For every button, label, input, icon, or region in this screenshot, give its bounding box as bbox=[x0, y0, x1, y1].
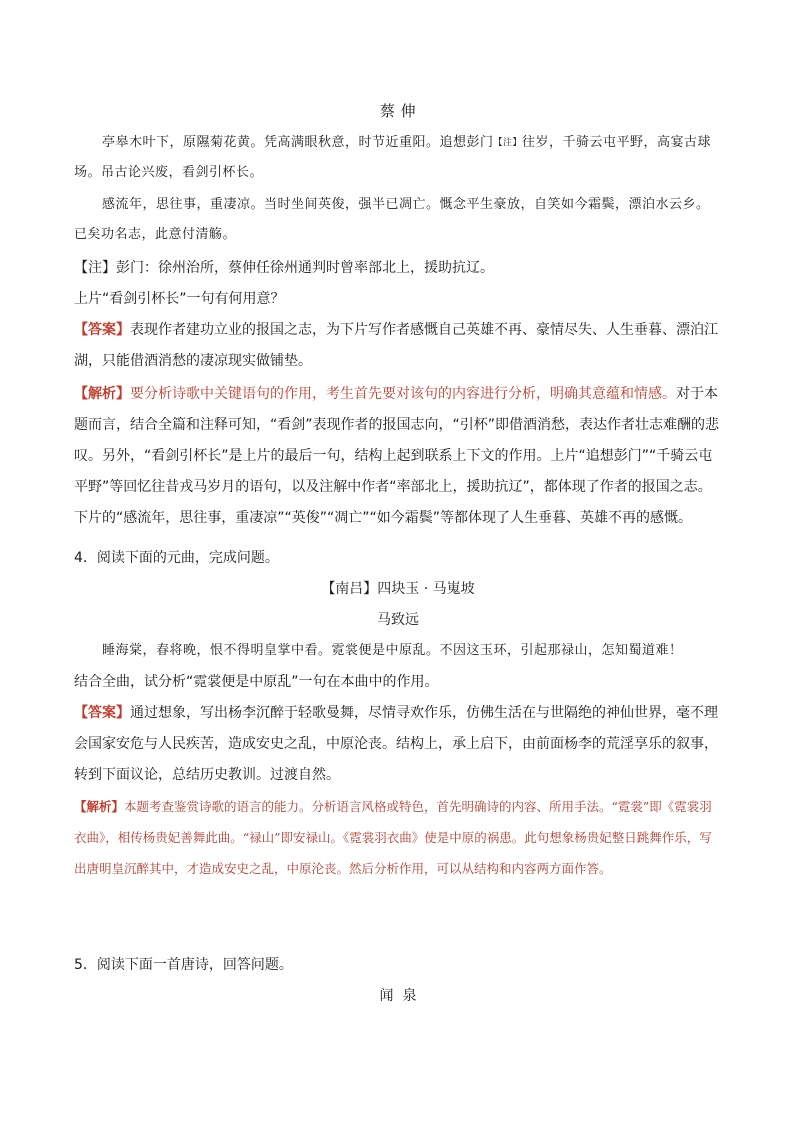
analysis-red-text: 要分析诗歌中关键语句的作用，考生首先要对该句的内容进行分析，明确其意蕴和情感。 bbox=[130, 386, 676, 402]
analysis-3 bbox=[74, 379, 722, 534]
q5-title: 闻 泉 bbox=[379, 988, 417, 1004]
q4-author: 马致远 bbox=[377, 612, 419, 628]
answer-tag: 【答案】 bbox=[74, 705, 130, 721]
poem1-author: 蔡 伸 bbox=[379, 102, 417, 120]
poem1-note bbox=[74, 253, 722, 284]
q4-intro: 4．阅读下面的元曲，完成问题。 bbox=[74, 550, 279, 566]
analysis-tag: 【解析】 bbox=[74, 799, 125, 814]
q5-intro: 5．阅读下面一首唐诗，回答问题。 bbox=[74, 957, 293, 973]
answer-3 bbox=[74, 315, 722, 377]
note-tag: 【注】 bbox=[74, 260, 116, 276]
analysis-text: 本题考查鉴赏诗歌的语言的能力。分析语言风格或特色，首先明确诗的内容、所用手法。“霓裳”即《霓裳羽衣曲》，相传杨贵妃善舞此曲。“禄山”即安禄山。《霓裳羽衣曲》使是中原的祸患。此句想象杨贵妃整日跳舞作乐，写出唐明皇沉醉其中，才造成安史之乱，中原沦丧。然后分析作用，可以从结构和内容两方面作答。 bbox=[74, 799, 712, 876]
q4-title: 【南吕】四块玉 · 马嵬坡 bbox=[321, 581, 475, 597]
q4-poem: 睡海棠，春将晚，恨不得明皇掌中看。霓裳便是中原乱。不因这玉环，引起那禄山，怎知蜀道难！ bbox=[102, 643, 683, 658]
analysis-text: 对于本题而言，结合全篇和注释可知，“看剑”表现作者的报国志向，“引杯”即借酒消愁，表达作者壮志难酬的悲叹。另外，“看剑引杯长”是上片的最后一句，结构上起到联系上下文的作用。上片“追想彭门”“千骑云屯平野”等回忆往昔戎马岁月的语句，以及注解中作者“率部北上，援助抗辽”，都体现了作者的报国之志。下片的“感流年，思往事，重凄凉”“英俊”“凋亡”“如今霜鬓”等都体现了人生垂暮、英雄不再的感慨。 bbox=[74, 386, 720, 526]
answer-text: 通过想象，写出杨李沉醉于轻歌曼舞，尽情寻欢作乐，仿佛生活在与世隔绝的神仙世界，毫不理会国家安危与人民疾苦，造成安史之乱，中原沦丧。结构上，承上启下，由前面杨李的荒淫享乐的叙事，转到下面议论，总结历史教训。过渡自然。 bbox=[74, 705, 718, 783]
poem1-line1: 亭皋木叶下，原隰菊花黄。凭高满眼秋意，时节近重阳。追想彭门 bbox=[102, 135, 494, 150]
q4-answer bbox=[74, 698, 722, 791]
poem1-line1b: 往岁，千骑云屯平野，高宴古球场。吊古论兴废，看剑引杯长。 bbox=[74, 135, 712, 180]
question-3: 上片“看剑引杯长”一句有何用意？ bbox=[74, 291, 285, 307]
analysis-tag: 【解析】 bbox=[74, 386, 130, 402]
answer-text: 表现作者建功立业的报国之志，为下片写作者感慨自己英雄不再、豪情尽失、人生垂暮、漂泊江湖，只能借酒消愁的凄凉现实做铺垫。 bbox=[74, 322, 718, 369]
answer-tag: 【答案】 bbox=[74, 322, 130, 338]
q4-analysis bbox=[74, 791, 722, 884]
poem1-stanza-1 bbox=[74, 128, 722, 188]
q4-question: 结合全曲，试分析“霓裳便是中原乱”一句在本曲中的作用。 bbox=[74, 674, 439, 690]
note-text: 彭门：徐州治所，蔡伸任徐州通判时曾率部北上，援助抗辽。 bbox=[116, 260, 494, 276]
poem1-stanza-2: 感流年，思往事，重凄凉。当时坐间英俊，强半已凋亡。慨念平生豪放，自笑如今霜鬓，漂泊水云乡。已矣功名志，此意付清觞。 bbox=[74, 197, 710, 242]
note-marker: 【注】 bbox=[493, 138, 523, 148]
